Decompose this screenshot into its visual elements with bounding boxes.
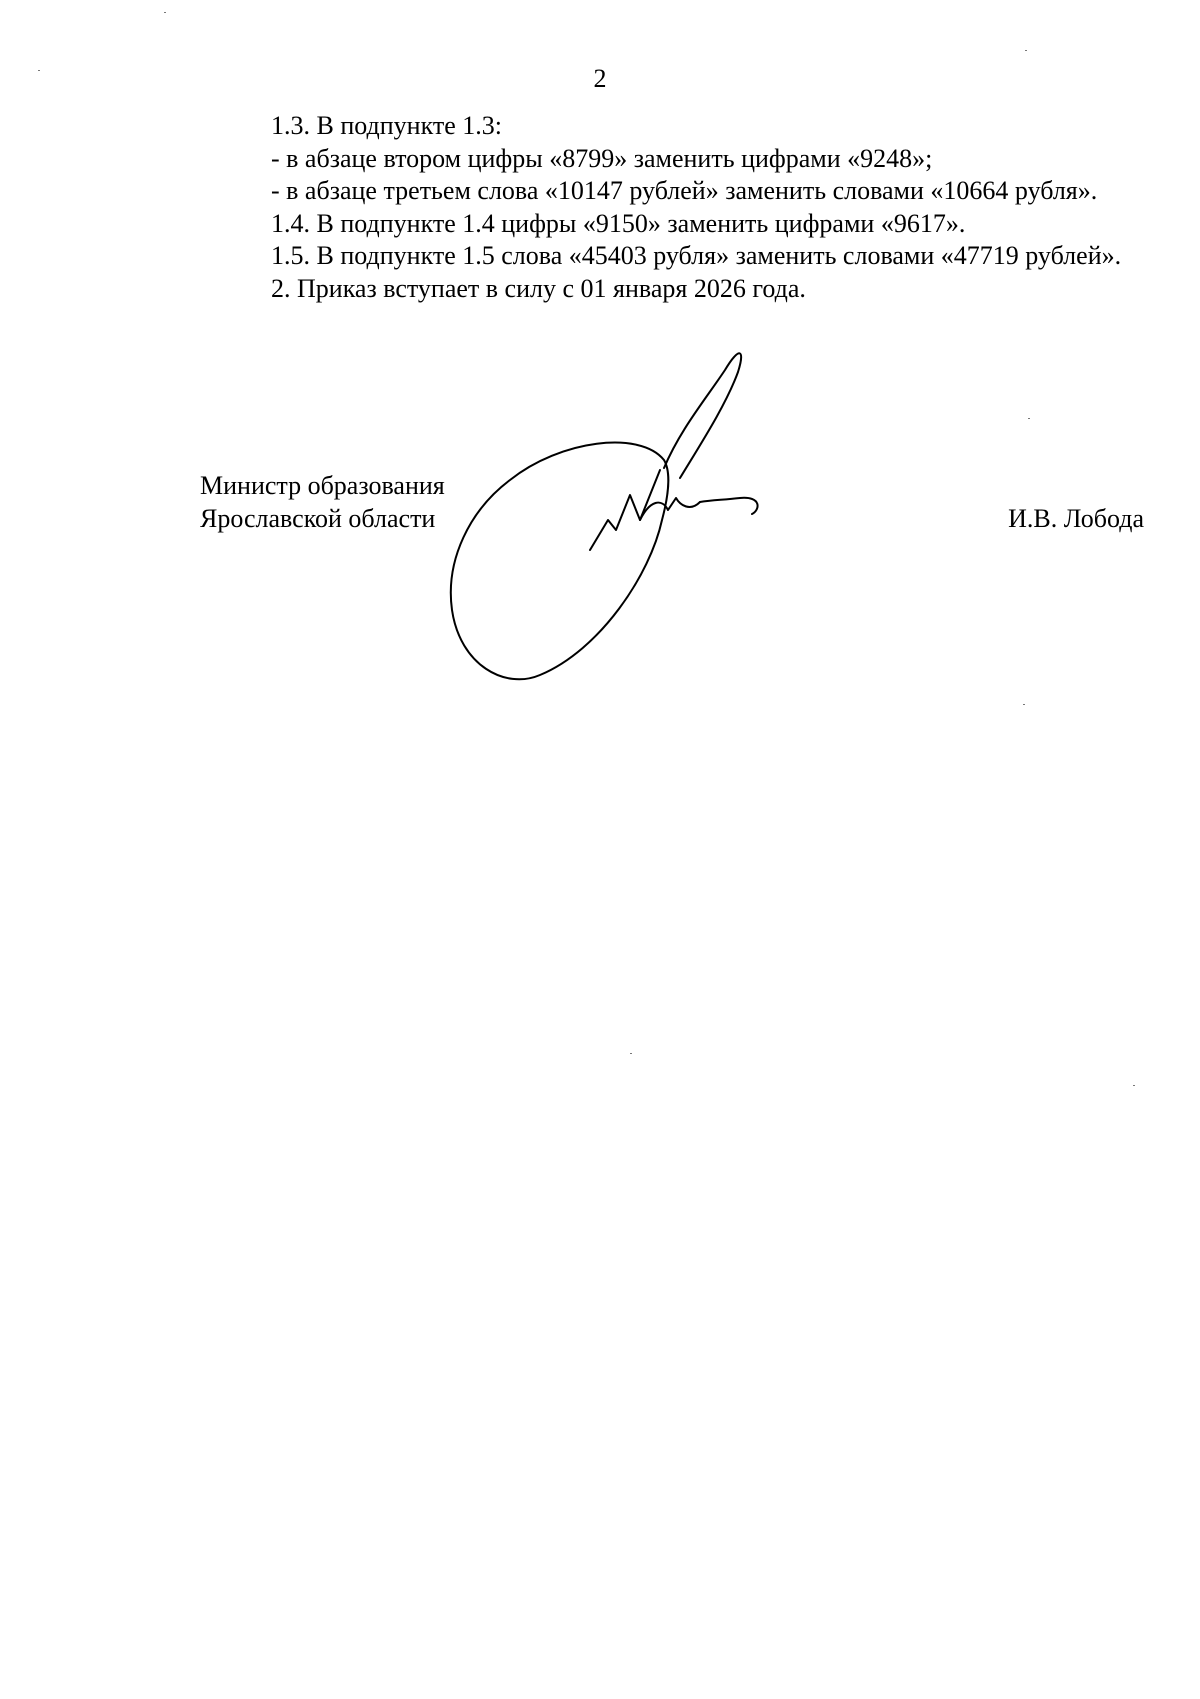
scan-speck: [1133, 1085, 1135, 1086]
paragraph-1-3-item-second: - в абзаце втором цифры «8799» заменить цифрами «9248»;: [271, 143, 933, 173]
scan-speck: [38, 70, 40, 71]
scan-speck: [1025, 50, 1027, 51]
document-body: [200, 110, 1144, 305]
paragraph-1-4: 1.4. В подпункте 1.4 цифры «9150» заменить цифрами «9617».: [271, 208, 966, 238]
signer-position-line-1: Министр образования: [200, 471, 445, 500]
scan-speck: [1028, 418, 1030, 419]
scan-speck: [1023, 704, 1025, 705]
signer-name: И.В. Лобода: [1008, 503, 1144, 533]
scan-speck: [164, 12, 166, 13]
paragraph-2: 2. Приказ вступает в силу с 01 января 2026 года.: [271, 273, 806, 303]
paragraph-1-3-item-third: - в абзаце третьем слова «10147 рублей» заменить словами «10664 рубля».: [271, 176, 1098, 205]
paragraph-1-3: 1.3. В подпункте 1.3:: [271, 111, 502, 140]
signer-position: [200, 470, 445, 535]
paragraph-1-5: 1.5. В подпункте 1.5 слова «45403 рубля» заменить словами «47719 рублей».: [271, 241, 1122, 270]
scan-speck: [630, 1053, 632, 1054]
signer-position-line-2: Ярославской области: [200, 503, 436, 533]
page-number: 2: [593, 64, 607, 93]
